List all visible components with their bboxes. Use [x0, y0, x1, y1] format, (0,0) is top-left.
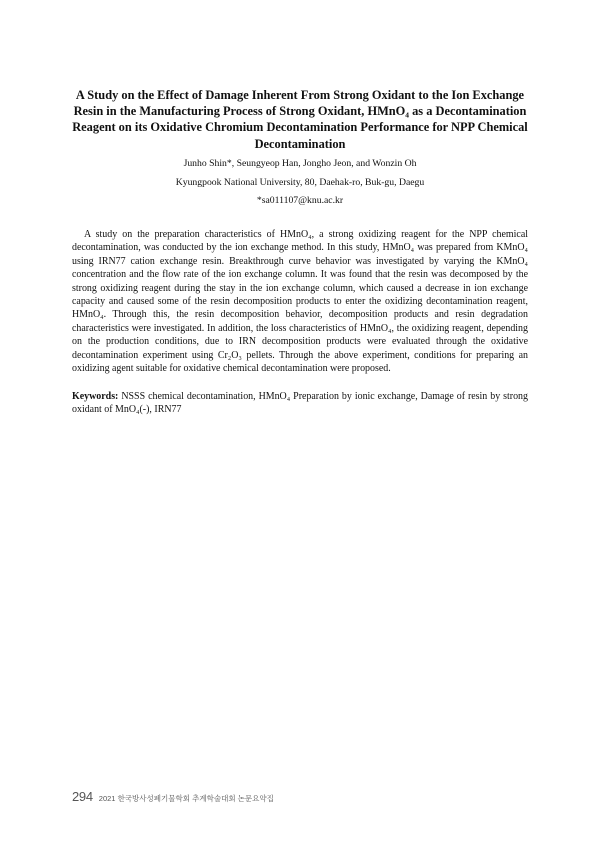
paper-title: A Study on the Effect of Damage Inherent From Strong Oxidant to the Ion Exchange Resin in the Manufacturing Process of Strong Oxidant, HMnO₄ as a Decontamination Reagent on its Oxidative Chromium Decontamination Performance for NPP Chemical Decontamination — [72, 88, 528, 151]
keywords-label: Keywords: — [72, 391, 119, 402]
abstract-paragraph: A study on the preparation characteristics of HMnO₄, a strong oxidizing reagent for the NPP chemical decontamination, was conducted by the ion exchange method. In this study, HMnO₄ was prepared from KMnO₄ using IRN77 cation exchange resin. Breakthrough curve behavior was investigated by varying the KMnO₄ concentration and the flow rate of the ion exchange column. It was found that the resin was decomposed by the strong oxidizing reagent during the stay in the ion exchange column, which caused a decrease in ion exchange capacity and caused some of the resin decomposition products to enter the oxidizing decontamination reagent, HMnO₄. Through this, the resin decomposition behavior, decomposition products and resin degradation characteristics were investigated. In addition, the loss characteristics of HMnO₄, the oxidizing reagent, depending on the production conditions, due to IRN decomposition products were evaluated through the oxidative decontamination experiment using Cr₂O₃ pellets. Through the above experiment, conditions for preparing an oxidizing agent suitable for oxidative chemical decontamination were proposed. — [72, 229, 528, 375]
affiliation: Kyungpook National University, 80, Daehak-ro, Buk-gu, Daegu — [175, 177, 425, 188]
author-list: Junho Shin*, Seungyeop Han, Jongho Jeon, and Wonzin Oh — [183, 158, 417, 169]
corresponding-email: *sa011107@knu.ac.kr — [256, 195, 344, 206]
keywords-text: NSSS chemical decontamination, HMnO₄ Preparation by ionic exchange, Damage of resin by strong oxidant of MnO₄(-), IRN77 — [72, 391, 528, 416]
journal-name: 2021 한국방사성폐기물학회 추계학술대회 논문요약집 — [98, 794, 274, 803]
page-number: 294 — [72, 789, 93, 804]
keywords-paragraph — [72, 390, 528, 417]
page-footer — [72, 788, 274, 806]
